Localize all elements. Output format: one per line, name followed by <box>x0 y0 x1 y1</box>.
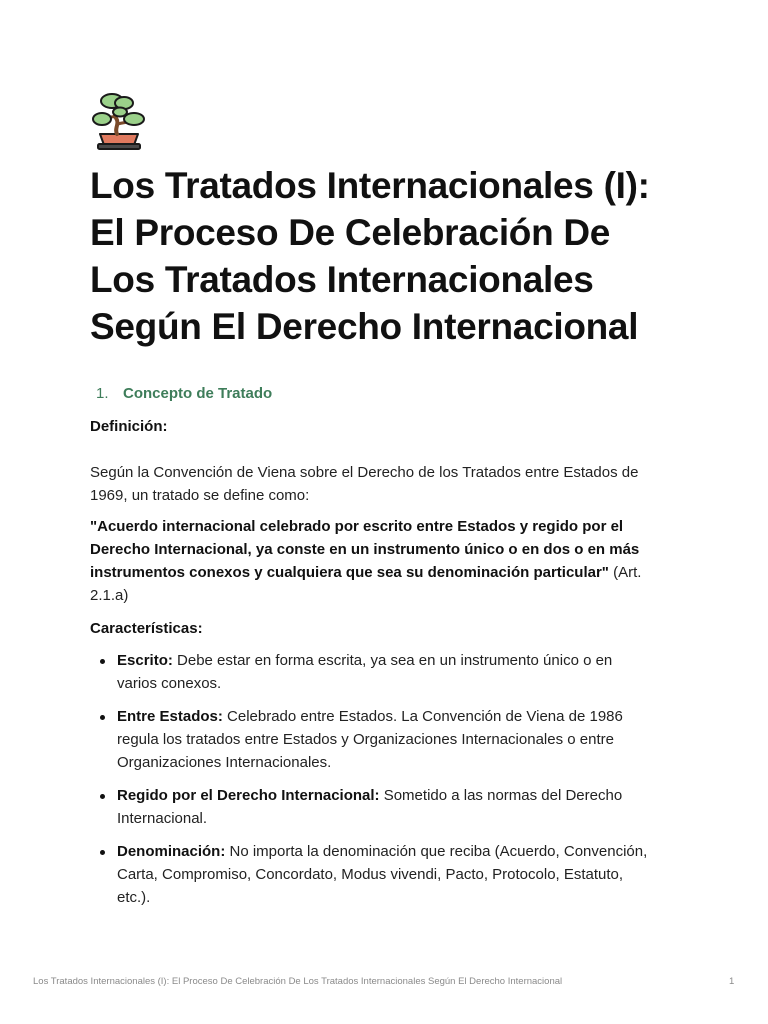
item-text: Sometido a las normas del Derecho Internacional. <box>117 787 623 827</box>
footer-title: Los Tratados Internacionales (I): El Proceso De Celebración De Los Tratados Internacionales Según El Derecho Internacional <box>33 976 563 987</box>
item-text: Celebrado entre Estados. La Convención de Viena de 1986 regula los tratados entre Estados y Organizaciones Internacionales o entre Organizaciones Internacionales. <box>117 708 623 771</box>
item-term: Escrito: <box>117 652 173 669</box>
item-term: Regido por el Derecho Internacional: <box>117 787 380 804</box>
list-item <box>90 649 650 695</box>
title-line: Los Tratados Internacionales (I): <box>90 165 650 206</box>
item-term: Entre Estados: <box>117 708 223 725</box>
list-item <box>90 705 650 774</box>
item-text: No importa la denominación que reciba (Acuerdo, Convención, Carta, Compromiso, Concordato, Modus vivendi, Pacto, Protocolo, Estatuto, etc.). <box>117 843 648 906</box>
list-item <box>90 840 650 909</box>
page-title <box>90 162 690 350</box>
bonsai-tree-icon <box>90 90 148 152</box>
section-number: 1. <box>96 385 109 402</box>
intro-paragraph: Según la Convención de Viena sobre el Derecho de los Tratados entre Estados de 1969, un tratado se define como: <box>90 464 639 504</box>
characteristics-label: Características: <box>90 620 203 637</box>
section-heading <box>90 383 272 405</box>
item-text: Debe estar en forma escrita, ya sea en un instrumento único o en varios conexos. <box>117 652 613 692</box>
title-line: El Proceso De Celebración De <box>90 212 611 253</box>
title-line: Según El Derecho Internacional <box>90 306 639 347</box>
page-number: 1 <box>729 976 735 987</box>
quote-text: "Acuerdo internacional celebrado por escrito entre Estados y regido por el Derecho Internacional, ya conste en un instrumento único o en dos o en más instrumentos conexos y cualquiera que sea su denominación particular" <box>90 518 640 581</box>
quote-reference: (Art. 2.1.a) <box>90 564 642 604</box>
characteristics-list <box>90 649 650 919</box>
section-heading-text: Concepto de Tratado <box>123 385 273 402</box>
item-term: Denominación: <box>117 843 226 860</box>
definition-quote <box>90 515 680 607</box>
definition-label: Definición: <box>90 418 168 435</box>
list-item <box>90 784 650 830</box>
title-line: Los Tratados Internacionales <box>90 259 594 300</box>
